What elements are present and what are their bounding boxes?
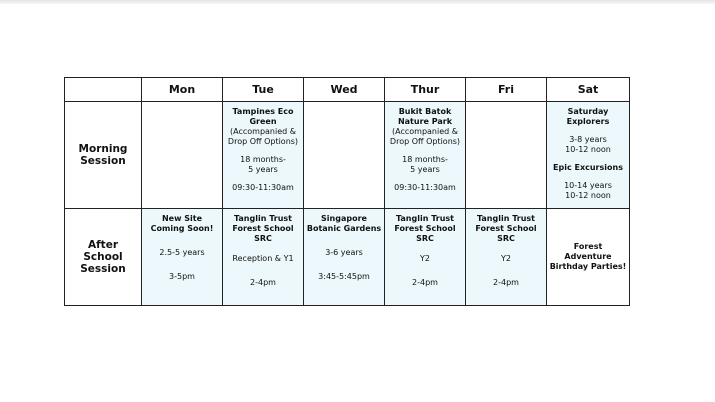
after-wed-cell: Singapore Botanic Gardens 3-6 years 3:45-5:45pm xyxy=(304,208,385,305)
header-fri: Fri xyxy=(466,78,547,102)
morning-fri-cell xyxy=(466,102,547,208)
after-mon-cell: New Site Coming Soon! 2.5-5 years 3-5pm xyxy=(142,208,223,305)
morning-row xyxy=(65,102,630,208)
top-edge-shadow xyxy=(0,0,715,4)
header-wed: Wed xyxy=(304,78,385,102)
header-corner xyxy=(65,78,142,102)
after-school-row xyxy=(65,208,630,305)
header-mon: Mon xyxy=(142,78,223,102)
after-thur-cell: Tanglin Trust Forest School SRC Y2 2-4pm xyxy=(385,208,466,305)
after-fri-cell: Tanglin Trust Forest School SRC Y2 2-4pm xyxy=(466,208,547,305)
after-school-session-label: After School Session xyxy=(65,208,142,305)
morning-tue-cell: Tampines Eco Green (Accompanied & Drop Off Options) 18 months- 5 years 09:30-11:30am xyxy=(223,102,304,208)
header-sat: Sat xyxy=(547,78,630,102)
header-thur: Thur xyxy=(385,78,466,102)
after-sat-cell: Forest Adventure Birthday Parties! xyxy=(547,208,630,305)
after-tue-cell: Tanglin Trust Forest School SRC Reception & Y1 2-4pm xyxy=(223,208,304,305)
header-row xyxy=(65,78,630,102)
header-tue: Tue xyxy=(223,78,304,102)
morning-mon-cell xyxy=(142,102,223,208)
morning-wed-cell xyxy=(304,102,385,208)
morning-thur-cell: Bukit Batok Nature Park (Accompanied & Drop Off Options) 18 months- 5 years 09:30-11:30am xyxy=(385,102,466,208)
weekly-schedule-table xyxy=(64,77,630,306)
morning-session-label: Morning Session xyxy=(65,102,142,208)
morning-sat-cell: Saturday Explorers 3-8 years 10-12 noon Epic Excursions 10-14 years 10-12 noon xyxy=(547,102,630,208)
